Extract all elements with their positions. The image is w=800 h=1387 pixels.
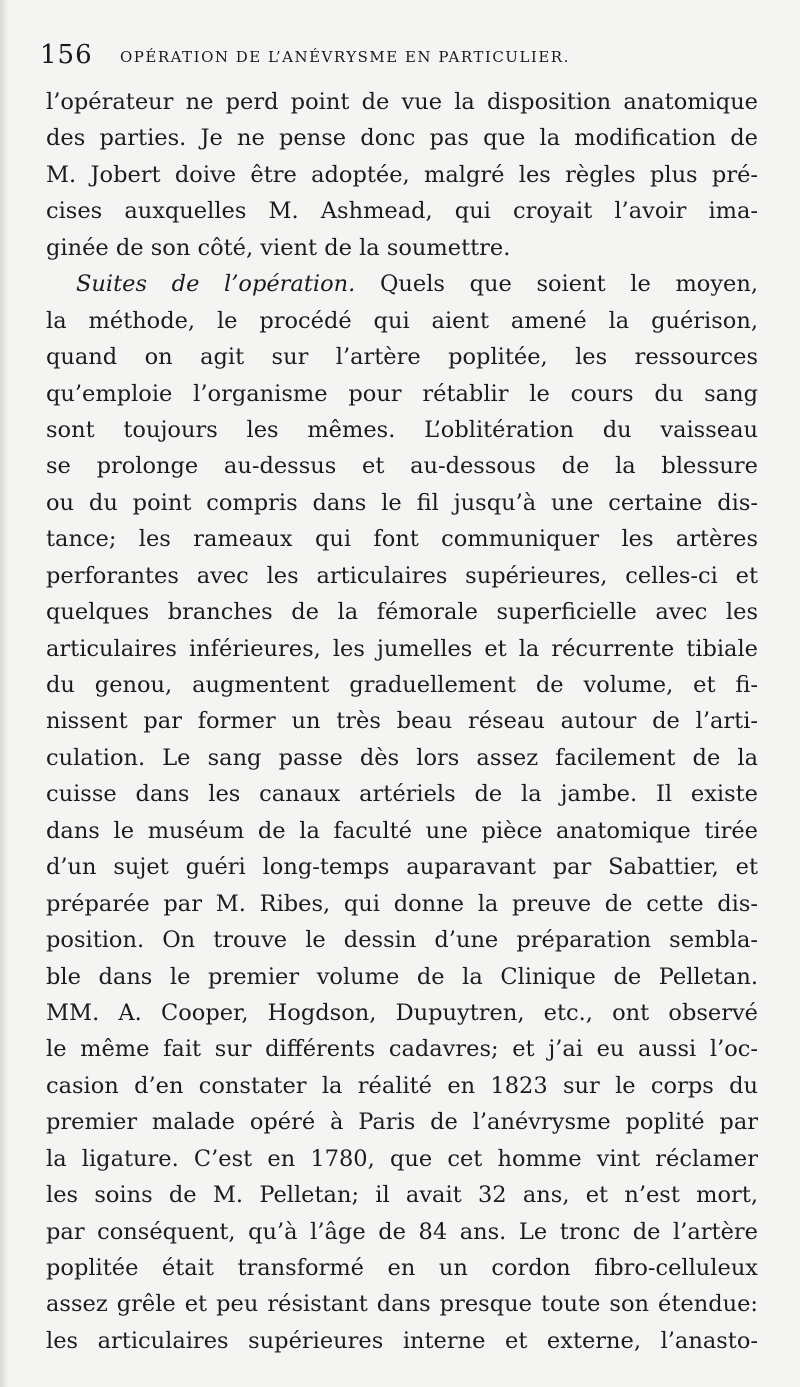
text-line: tance; les rameaux qui font communiquer les artères [46, 526, 758, 553]
text-line: les soins de M. Pelletan; il avait 32 ans, et n’est mort, [46, 1182, 758, 1209]
text-line: l’opérateur ne perd point de vue la disposition anatomique [46, 89, 758, 115]
text-line: ble dans le premier volume de la Clinique de Pelletan. [46, 963, 758, 990]
text-line: la ligature. C’est en 1780, que cet homme vint réclamer [46, 1145, 758, 1172]
text-line: sont toujours les mêmes. L’oblitération du vaisseau [46, 416, 758, 443]
text-line: articulaires inférieures, les jumelles et la récurrente tibiale [46, 635, 758, 662]
text-line: le même fait sur différents cadavres; et j’ai eu aussi l’oc- [46, 1036, 758, 1063]
text-line: cuisse dans les canaux artériels de la jambe. Il existe [46, 781, 758, 808]
text-line: d’un sujet guéri long-temps auparavant par Sabattier, et [46, 854, 758, 881]
text-line: M. Jobert doive être adoptée, malgré les règles plus pré- [46, 161, 758, 188]
text-line: cises auxquelles M. Ashmead, qui croyait l’avoir ima- [46, 198, 758, 225]
text-line: culation. Le sang passe dès lors assez facilement de la [46, 744, 758, 771]
text-line: se prolonge au-dessus et au-dessous de la blessure [46, 453, 758, 480]
scan-edge [0, 0, 8, 1387]
text-line: premier malade opéré à Paris de l’anévrysme poplité par [46, 1109, 758, 1136]
text-line: préparée par M. Ribes, qui donne la preuve de cette dis- [46, 890, 758, 917]
text-line: poplitée était transformé en un cordon fibro-celluleux [46, 1255, 758, 1281]
text-line [46, 266, 758, 302]
text-line: ginée de son côté, vient de la soumettre. [46, 234, 511, 261]
text-line: par conséquent, qu’à l’âge de 84 ans. Le tronc de l’artère [46, 1218, 758, 1245]
text-line: du genou, augmentent graduellement de volume, et fi- [46, 672, 758, 698]
text-line-rest: Quels que soient le moyen, [379, 271, 758, 298]
body-text [46, 84, 758, 1359]
text-line: qu’emploie l’organisme pour rétablir le cours du sang [46, 380, 758, 407]
section-heading: Suites de l’opération. [76, 271, 356, 298]
text-line: la méthode, le procédé qui aient amené la guérison, [46, 307, 758, 334]
text-line: perforantes avec les articulaires supérieures, celles-ci et [46, 562, 758, 589]
page-number: 156 [40, 40, 93, 70]
text-line: position. On trouve le dessin d’une préparation sembla- [46, 927, 758, 954]
text-line: quelques branches de la fémorale superficielle avec les [46, 599, 758, 626]
text-line: des parties. Je ne pense donc pas que la modification de [46, 125, 758, 152]
text-line: casion d’en constater la réalité en 1823 sur le corps du [46, 1072, 758, 1099]
page-header [40, 40, 760, 80]
text-line: dans le muséum de la faculté une pièce anatomique tirée [46, 817, 758, 844]
text-line: quand on agit sur l’artère poplitée, les ressources [46, 344, 758, 371]
running-title: OPÉRATION DE L’ANÉVRYSME EN PARTICULIER. [120, 48, 570, 66]
text-line: MM. A. Cooper, Hogdson, Dupuytren, etc., ont observé [46, 999, 758, 1026]
text-line: assez grêle et peu résistant dans presque toute son étendue: [46, 1291, 758, 1318]
text-line: nissent par former un très beau réseau autour de l’arti- [46, 708, 758, 735]
text-line: ou du point compris dans le fil jusqu’à une certaine dis- [46, 489, 758, 516]
text-line: les articulaires supérieures interne et externe, l’anasto- [46, 1327, 758, 1354]
